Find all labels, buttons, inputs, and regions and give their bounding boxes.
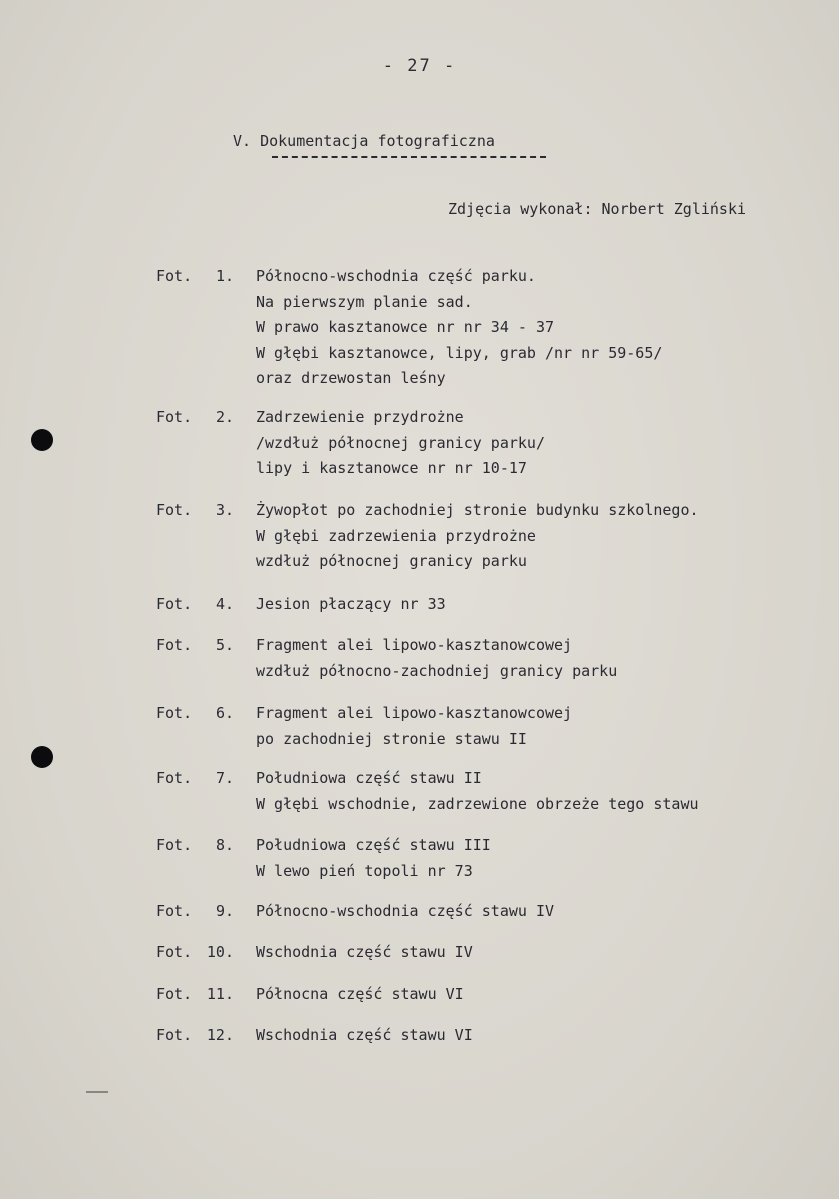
photo-number: 12. xyxy=(206,1026,234,1044)
photo-label: Fot. xyxy=(156,836,193,854)
photo-number: 8. xyxy=(215,836,234,854)
description-line: Południowa część stawu II xyxy=(256,769,482,787)
punch-hole xyxy=(31,429,53,451)
description-line: Południowa część stawu III xyxy=(256,836,491,854)
description-line: /wzdłuż północnej granicy parku/ xyxy=(256,433,545,452)
photo-description xyxy=(256,1023,473,1049)
photo-label: Fot. xyxy=(156,704,193,722)
photo-description xyxy=(256,899,554,925)
photo-number: 6. xyxy=(215,704,234,722)
photo-description xyxy=(256,498,699,575)
photo-author: Zdjęcia wykonał: Norbert Zgliński xyxy=(448,200,747,218)
photo-description xyxy=(256,592,446,618)
photo-label: Fot. xyxy=(156,408,193,426)
photo-label: Fot. xyxy=(156,985,193,1003)
photo-number: 7. xyxy=(215,769,234,787)
photo-label: Fot. xyxy=(156,1026,193,1044)
photo-description xyxy=(256,766,699,817)
description-line: wzdłuż północno-zachodniej granicy parku xyxy=(256,661,618,680)
description-line: wzdłuż północnej granicy parku xyxy=(256,552,527,570)
description-line: W prawo kasztanowce nr nr 34 - 37 xyxy=(256,318,555,336)
photo-description xyxy=(256,633,617,684)
photo-label: Fot. xyxy=(156,267,193,285)
page-number: - 27 - xyxy=(382,56,457,76)
description-line: Fragment alei lipowo-kasztanowcowej xyxy=(256,704,573,722)
description-line: Fragment alei lipowo-kasztanowcowej xyxy=(256,636,573,654)
photo-description xyxy=(256,405,545,482)
description-line: po zachodniej stronie stawu II xyxy=(256,729,527,748)
photo-number: 11. xyxy=(206,985,234,1003)
punch-hole xyxy=(31,746,53,768)
photo-label: Fot. xyxy=(156,769,193,787)
description-line: Zadrzewienie przydrożne xyxy=(256,408,464,426)
title-underline xyxy=(272,156,546,158)
photo-label: Fot. xyxy=(156,501,193,519)
description-line: Północna część stawu VI xyxy=(256,985,464,1003)
description-line: Na pierwszym planie sad. xyxy=(256,292,473,311)
description-line: Północno-wschodnia część parku. xyxy=(256,267,536,285)
photo-number: 3. xyxy=(215,501,234,519)
photo-label: Fot. xyxy=(156,636,193,654)
description-line: W głębi wschodnie, zadrzewione obrzeże tego stawu xyxy=(256,794,699,813)
description-line: Wschodnia część stawu IV xyxy=(256,943,473,961)
description-line: W lewo pień topoli nr 73 xyxy=(256,861,473,880)
photo-label: Fot. xyxy=(156,902,193,920)
photo-description xyxy=(256,982,464,1008)
description-line: W głębi zadrzewienia przydrożne xyxy=(256,526,536,545)
description-line: W głębi kasztanowce, lipy, grab /nr nr 59-65/ xyxy=(256,343,663,362)
photo-description xyxy=(256,833,491,884)
photo-number: 5. xyxy=(215,636,234,654)
description-line: oraz drzewostan leśny xyxy=(256,369,446,387)
section-title: V. Dokumentacja fotograficzna xyxy=(233,132,495,150)
ink-smudge xyxy=(86,1091,108,1093)
photo-label: Fot. xyxy=(156,595,193,613)
photo-number: 2. xyxy=(215,408,234,426)
photo-number: 1. xyxy=(215,267,234,285)
description-line: lipy i kasztanowce nr nr 10-17 xyxy=(256,459,527,477)
photo-number: 9. xyxy=(215,902,234,920)
description-line: Żywopłot po zachodniej stronie budynku szkolnego. xyxy=(256,501,699,519)
photo-description xyxy=(256,264,662,392)
description-line: Północno-wschodnia część stawu IV xyxy=(256,902,555,920)
description-line: Wschodnia część stawu VI xyxy=(256,1026,473,1044)
photo-number: 10. xyxy=(206,943,234,961)
description-line: Jesion płaczący nr 33 xyxy=(256,595,446,613)
photo-label: Fot. xyxy=(156,943,193,961)
photo-description xyxy=(256,701,572,752)
photo-number: 4. xyxy=(215,595,234,613)
photo-description xyxy=(256,940,473,966)
